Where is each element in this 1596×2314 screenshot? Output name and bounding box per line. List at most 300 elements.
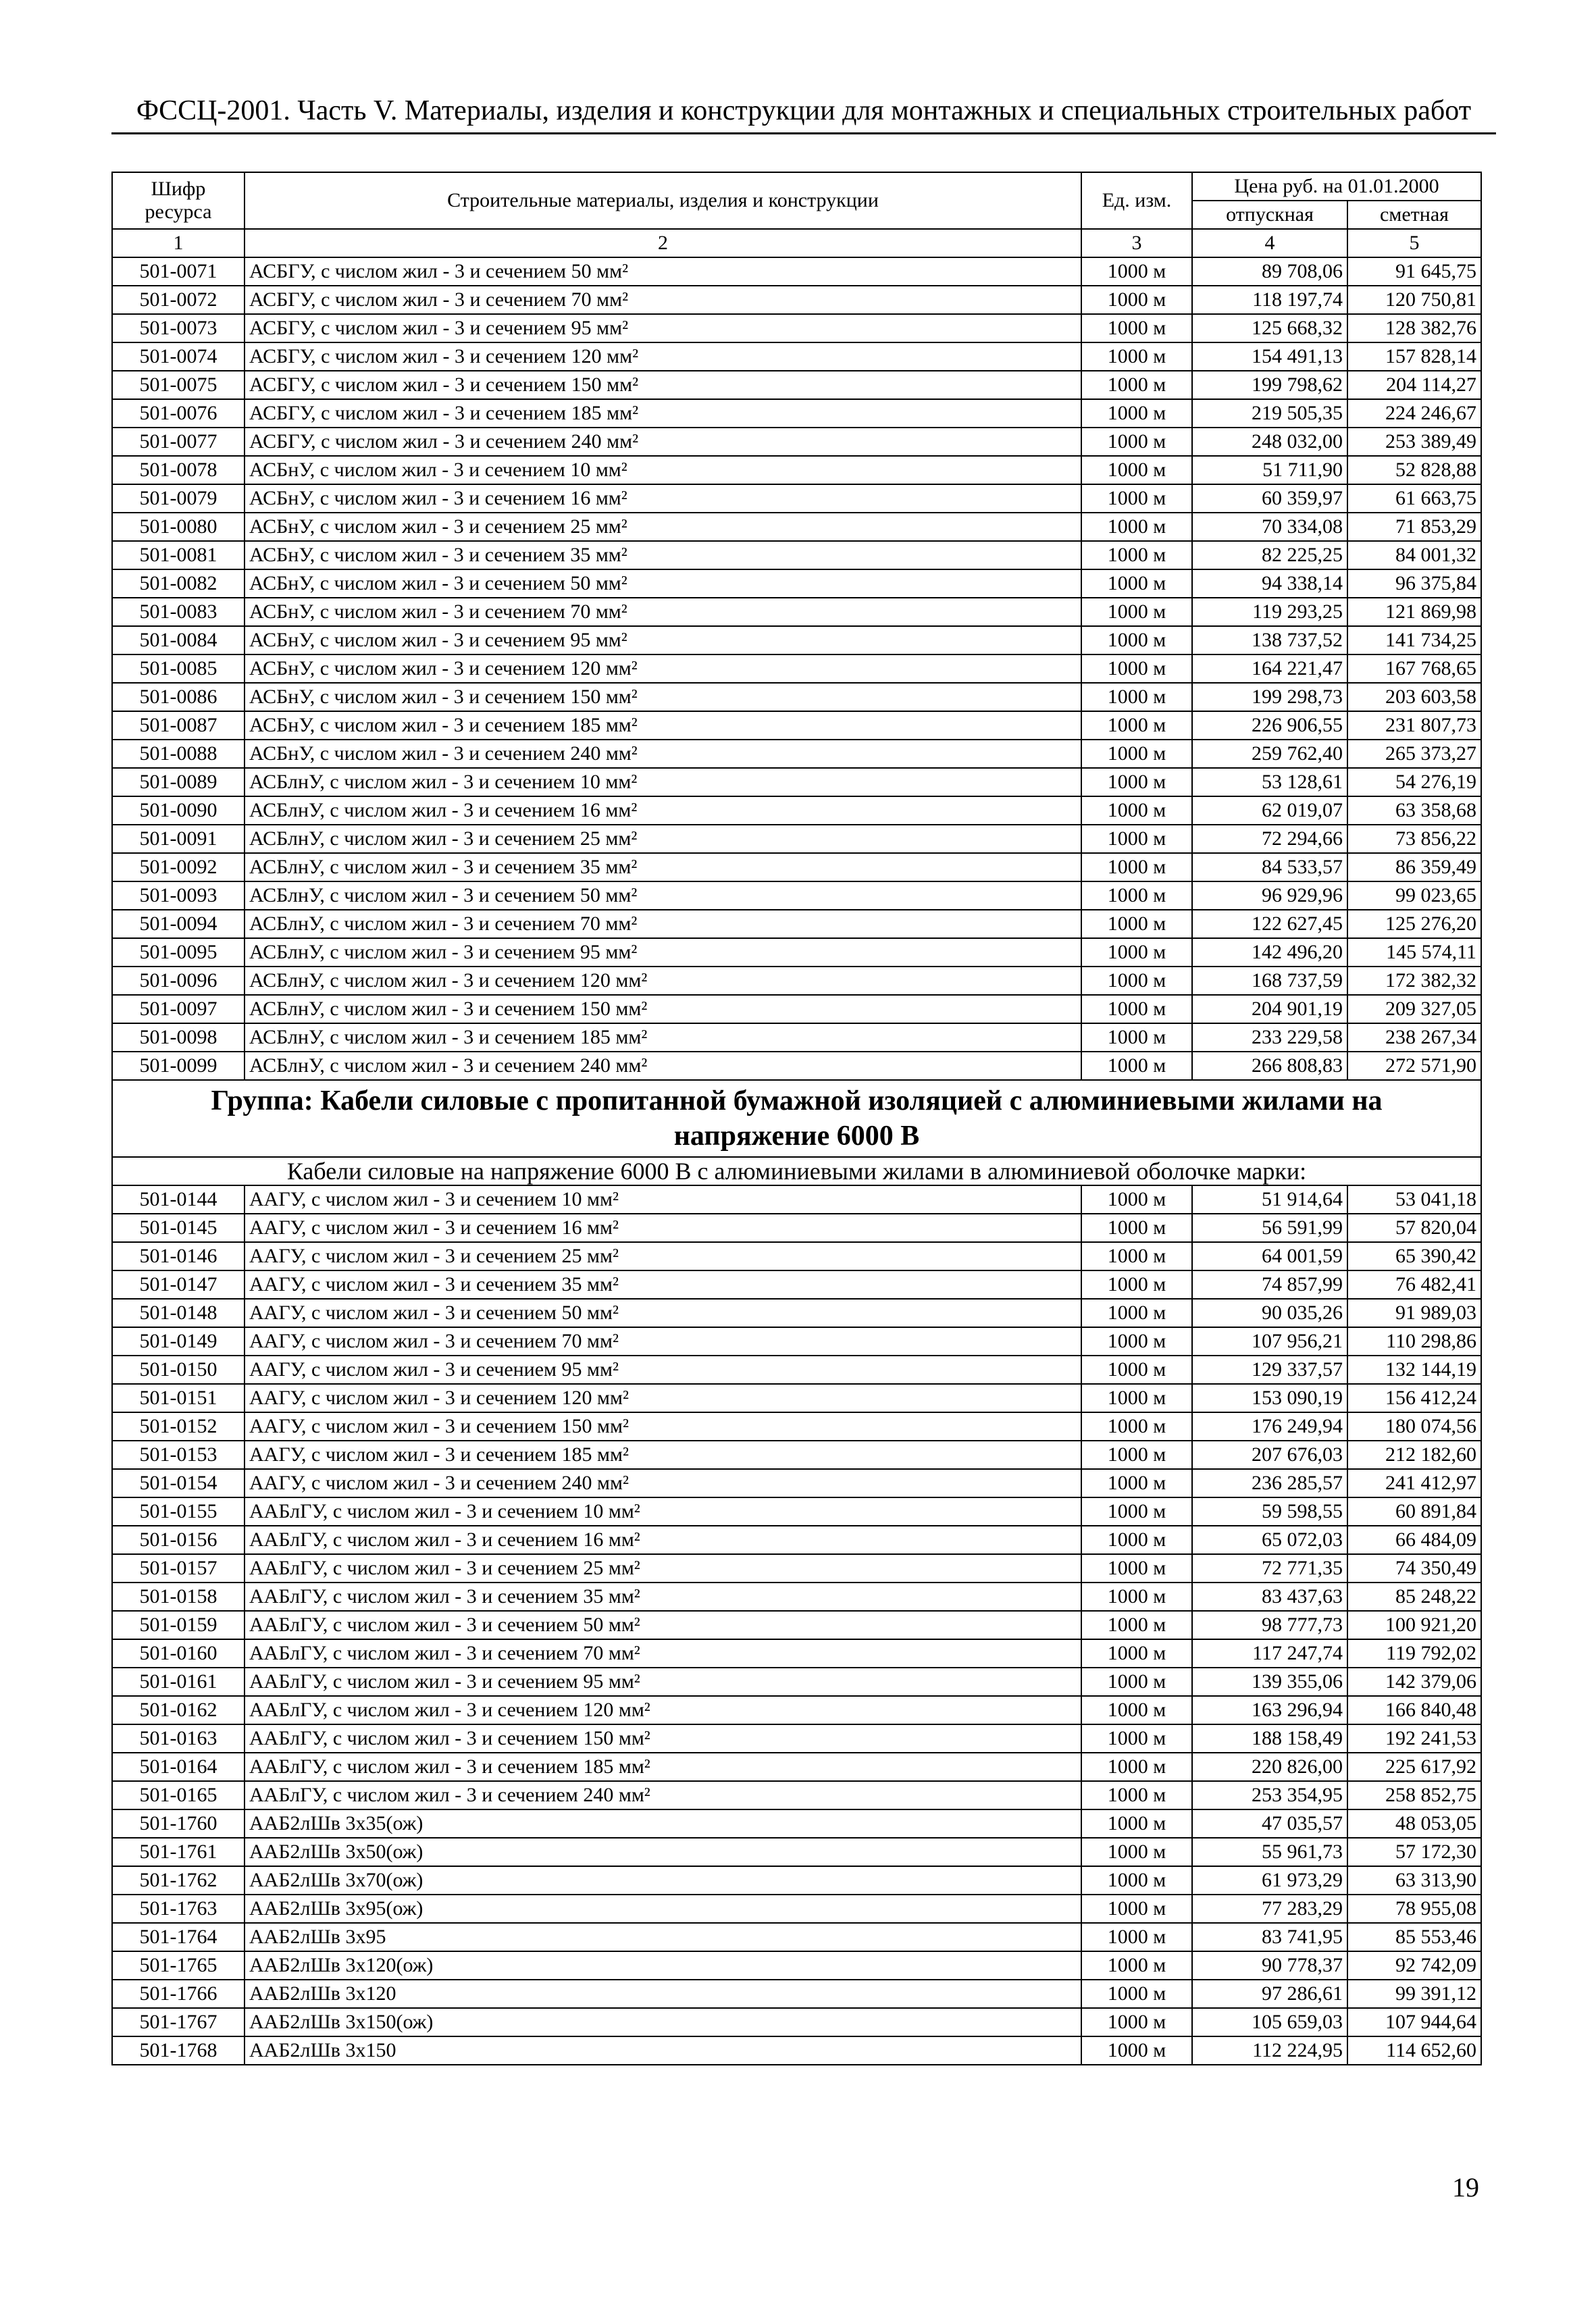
cell-unit: 1000 м bbox=[1081, 1668, 1192, 1696]
cell-unit: 1000 м bbox=[1081, 683, 1192, 711]
cell-release-price: 72 771,35 bbox=[1192, 1554, 1347, 1583]
cell-name: АСБлнУ, с числом жил - 3 и сечением 185 мм² bbox=[244, 1023, 1081, 1052]
cell-release-price: 77 283,29 bbox=[1192, 1895, 1347, 1923]
table-row bbox=[112, 1895, 1481, 1923]
cell-code: 501-0083 bbox=[112, 598, 244, 626]
table-row bbox=[112, 881, 1481, 910]
cell-unit: 1000 м bbox=[1081, 371, 1192, 399]
table-row bbox=[112, 1696, 1481, 1724]
cell-release-price: 266 808,83 bbox=[1192, 1052, 1347, 1080]
cell-unit: 1000 м bbox=[1081, 1611, 1192, 1639]
cell-release-price: 199 298,73 bbox=[1192, 683, 1347, 711]
cell-unit: 1000 м bbox=[1081, 1866, 1192, 1895]
cell-name: АСБГУ, с числом жил - 3 и сечением 95 мм² bbox=[244, 314, 1081, 342]
group-row bbox=[112, 1080, 1481, 1157]
cell-release-price: 61 973,29 bbox=[1192, 1866, 1347, 1895]
cell-name: ААГУ, с числом жил - 3 и сечением 10 мм² bbox=[244, 1185, 1081, 1214]
cell-unit: 1000 м bbox=[1081, 1526, 1192, 1554]
cell-release-price: 125 668,32 bbox=[1192, 314, 1347, 342]
cell-name: ААБ2лШв 3х150(ож) bbox=[244, 2008, 1081, 2036]
cell-name: АСБнУ, с числом жил - 3 и сечением 120 мм² bbox=[244, 654, 1081, 683]
table-row bbox=[112, 1583, 1481, 1611]
cell-estimate-price: 99 391,12 bbox=[1347, 1980, 1481, 2008]
cell-code: 501-0089 bbox=[112, 768, 244, 796]
cell-unit: 1000 м bbox=[1081, 1980, 1192, 2008]
cell-unit: 1000 м bbox=[1081, 2008, 1192, 2036]
table-row bbox=[112, 796, 1481, 825]
cell-estimate-price: 141 734,25 bbox=[1347, 626, 1481, 654]
cell-unit: 1000 м bbox=[1081, 881, 1192, 910]
cell-estimate-price: 99 023,65 bbox=[1347, 881, 1481, 910]
cell-code: 501-0078 bbox=[112, 456, 244, 484]
cell-code: 501-0082 bbox=[112, 569, 244, 598]
cell-name: ААБлГУ, с числом жил - 3 и сечением 50 мм² bbox=[244, 1611, 1081, 1639]
cell-estimate-price: 156 412,24 bbox=[1347, 1384, 1481, 1412]
cell-name: ААБлГУ, с числом жил - 3 и сечением 10 мм² bbox=[244, 1497, 1081, 1526]
cell-name: АСБнУ, с числом жил - 3 и сечением 16 мм² bbox=[244, 484, 1081, 513]
cell-code: 501-1764 bbox=[112, 1923, 244, 1951]
cell-release-price: 233 229,58 bbox=[1192, 1023, 1347, 1052]
cell-name: ААБ2лШв 3х50(ож) bbox=[244, 1838, 1081, 1866]
table-row bbox=[112, 1412, 1481, 1441]
table-row bbox=[112, 1270, 1481, 1299]
table-row bbox=[112, 967, 1481, 995]
cell-release-price: 70 334,08 bbox=[1192, 513, 1347, 541]
cell-estimate-price: 60 891,84 bbox=[1347, 1497, 1481, 1526]
cell-estimate-price: 121 869,98 bbox=[1347, 598, 1481, 626]
cell-code: 501-0096 bbox=[112, 967, 244, 995]
cell-name: ААГУ, с числом жил - 3 и сечением 16 мм² bbox=[244, 1214, 1081, 1242]
cell-code: 501-0154 bbox=[112, 1469, 244, 1497]
table-row bbox=[112, 1052, 1481, 1080]
table-row bbox=[112, 428, 1481, 456]
cell-name: ААГУ, с числом жил - 3 и сечением 240 мм² bbox=[244, 1469, 1081, 1497]
table-row bbox=[112, 456, 1481, 484]
cell-estimate-price: 86 359,49 bbox=[1347, 853, 1481, 881]
cell-name: АСБГУ, с числом жил - 3 и сечением 120 мм² bbox=[244, 342, 1081, 371]
cell-code: 501-0150 bbox=[112, 1356, 244, 1384]
cell-code: 501-0073 bbox=[112, 314, 244, 342]
table-row bbox=[112, 683, 1481, 711]
cell-unit: 1000 м bbox=[1081, 428, 1192, 456]
cell-code: 501-1762 bbox=[112, 1866, 244, 1895]
cell-estimate-price: 84 001,32 bbox=[1347, 541, 1481, 569]
table-row bbox=[112, 654, 1481, 683]
cell-unit: 1000 м bbox=[1081, 513, 1192, 541]
cell-name: АСБлнУ, с числом жил - 3 и сечением 35 мм² bbox=[244, 853, 1081, 881]
cell-estimate-price: 61 663,75 bbox=[1347, 484, 1481, 513]
cell-code: 501-0149 bbox=[112, 1327, 244, 1356]
cell-unit: 1000 м bbox=[1081, 1441, 1192, 1469]
cell-estimate-price: 204 114,27 bbox=[1347, 371, 1481, 399]
cell-code: 501-0147 bbox=[112, 1270, 244, 1299]
cell-release-price: 97 286,61 bbox=[1192, 1980, 1347, 2008]
cell-code: 501-0097 bbox=[112, 995, 244, 1023]
cell-name: АСБГУ, с числом жил - 3 и сечением 150 мм² bbox=[244, 371, 1081, 399]
cell-estimate-price: 231 807,73 bbox=[1347, 711, 1481, 740]
cell-unit: 1000 м bbox=[1081, 456, 1192, 484]
table-row bbox=[112, 938, 1481, 967]
cell-unit: 1000 м bbox=[1081, 1554, 1192, 1583]
cell-name: ААГУ, с числом жил - 3 и сечением 25 мм² bbox=[244, 1242, 1081, 1270]
cell-code: 501-0155 bbox=[112, 1497, 244, 1526]
column-number: 3 bbox=[1081, 229, 1192, 257]
table-row bbox=[112, 768, 1481, 796]
table-row bbox=[112, 484, 1481, 513]
cell-name: ААГУ, с числом жил - 3 и сечением 95 мм² bbox=[244, 1356, 1081, 1384]
table-row bbox=[112, 1384, 1481, 1412]
cell-code: 501-0158 bbox=[112, 1583, 244, 1611]
cell-name: ААБлГУ, с числом жил - 3 и сечением 95 мм² bbox=[244, 1668, 1081, 1696]
cell-unit: 1000 м bbox=[1081, 286, 1192, 314]
table-row bbox=[112, 342, 1481, 371]
cell-name: АСБГУ, с числом жил - 3 и сечением 185 мм² bbox=[244, 399, 1081, 428]
cell-estimate-price: 91 989,03 bbox=[1347, 1299, 1481, 1327]
cell-unit: 1000 м bbox=[1081, 569, 1192, 598]
cell-estimate-price: 71 853,29 bbox=[1347, 513, 1481, 541]
cell-code: 501-0080 bbox=[112, 513, 244, 541]
header-release-price: отпускная bbox=[1192, 201, 1347, 229]
table-row bbox=[112, 314, 1481, 342]
cell-unit: 1000 м bbox=[1081, 995, 1192, 1023]
cell-unit: 1000 м bbox=[1081, 1583, 1192, 1611]
cell-unit: 1000 м bbox=[1081, 1724, 1192, 1753]
cell-unit: 1000 м bbox=[1081, 1639, 1192, 1668]
cell-code: 501-0072 bbox=[112, 286, 244, 314]
cell-code: 501-0087 bbox=[112, 711, 244, 740]
cell-estimate-price: 73 856,22 bbox=[1347, 825, 1481, 853]
table-row bbox=[112, 1951, 1481, 1980]
cell-release-price: 119 293,25 bbox=[1192, 598, 1347, 626]
cell-name: АСБлнУ, с числом жил - 3 и сечением 16 мм² bbox=[244, 796, 1081, 825]
cell-name: АСБнУ, с числом жил - 3 и сечением 50 мм² bbox=[244, 569, 1081, 598]
cell-estimate-price: 145 574,11 bbox=[1347, 938, 1481, 967]
cell-estimate-price: 63 358,68 bbox=[1347, 796, 1481, 825]
cell-unit: 1000 м bbox=[1081, 796, 1192, 825]
header-name: Строительные материалы, изделия и конструкции bbox=[244, 172, 1081, 229]
cell-unit: 1000 м bbox=[1081, 1497, 1192, 1526]
cell-code: 501-0165 bbox=[112, 1781, 244, 1809]
cell-estimate-price: 120 750,81 bbox=[1347, 286, 1481, 314]
table-row bbox=[112, 1923, 1481, 1951]
cell-code: 501-0146 bbox=[112, 1242, 244, 1270]
table-header-row bbox=[112, 172, 1481, 201]
cell-estimate-price: 212 182,60 bbox=[1347, 1441, 1481, 1469]
cell-code: 501-0161 bbox=[112, 1668, 244, 1696]
column-number: 5 bbox=[1347, 229, 1481, 257]
table-row bbox=[112, 1327, 1481, 1356]
cell-release-price: 74 857,99 bbox=[1192, 1270, 1347, 1299]
cell-estimate-price: 224 246,67 bbox=[1347, 399, 1481, 428]
cell-estimate-price: 128 382,76 bbox=[1347, 314, 1481, 342]
group-section bbox=[112, 1080, 1481, 1185]
cell-unit: 1000 м bbox=[1081, 1242, 1192, 1270]
cell-release-price: 59 598,55 bbox=[1192, 1497, 1347, 1526]
page-number: 19 bbox=[1452, 2172, 1479, 2203]
cell-code: 501-0091 bbox=[112, 825, 244, 853]
table-row bbox=[112, 1356, 1481, 1384]
table-row bbox=[112, 598, 1481, 626]
cell-estimate-price: 92 742,09 bbox=[1347, 1951, 1481, 1980]
cell-name: ААГУ, с числом жил - 3 и сечением 120 мм² bbox=[244, 1384, 1081, 1412]
cell-estimate-price: 192 241,53 bbox=[1347, 1724, 1481, 1753]
table-row bbox=[112, 286, 1481, 314]
cell-release-price: 153 090,19 bbox=[1192, 1384, 1347, 1412]
cell-name: АСБлнУ, с числом жил - 3 и сечением 25 мм² bbox=[244, 825, 1081, 853]
cell-code: 501-0160 bbox=[112, 1639, 244, 1668]
cell-release-price: 117 247,74 bbox=[1192, 1639, 1347, 1668]
table-body-section-b bbox=[112, 1185, 1481, 2065]
header-unit: Ед. изм. bbox=[1081, 172, 1192, 229]
cell-release-price: 129 337,57 bbox=[1192, 1356, 1347, 1384]
cell-estimate-price: 172 382,32 bbox=[1347, 967, 1481, 995]
header-code: Шифр ресурса bbox=[112, 172, 244, 229]
cell-name: АСБГУ, с числом жил - 3 и сечением 240 мм² bbox=[244, 428, 1081, 456]
cell-release-price: 94 338,14 bbox=[1192, 569, 1347, 598]
cell-estimate-price: 238 267,34 bbox=[1347, 1023, 1481, 1052]
cell-release-price: 82 225,25 bbox=[1192, 541, 1347, 569]
cell-estimate-price: 209 327,05 bbox=[1347, 995, 1481, 1023]
cell-estimate-price: 52 828,88 bbox=[1347, 456, 1481, 484]
cell-name: ААБ2лШв 3х120(ож) bbox=[244, 1951, 1081, 1980]
cell-estimate-price: 107 944,64 bbox=[1347, 2008, 1481, 2036]
header-rule bbox=[111, 132, 1496, 134]
cell-release-price: 207 676,03 bbox=[1192, 1441, 1347, 1469]
cell-release-price: 60 359,97 bbox=[1192, 484, 1347, 513]
cell-code: 501-0156 bbox=[112, 1526, 244, 1554]
cell-name: ААБ2лШв 3х95 bbox=[244, 1923, 1081, 1951]
cell-code: 501-0159 bbox=[112, 1611, 244, 1639]
cell-unit: 1000 м bbox=[1081, 598, 1192, 626]
cell-unit: 1000 м bbox=[1081, 2036, 1192, 2065]
cell-code: 501-0163 bbox=[112, 1724, 244, 1753]
column-number: 1 bbox=[112, 229, 244, 257]
cell-release-price: 98 777,73 bbox=[1192, 1611, 1347, 1639]
cell-code: 501-0079 bbox=[112, 484, 244, 513]
cell-estimate-price: 258 852,75 bbox=[1347, 1781, 1481, 1809]
cell-name: ААБлГУ, с числом жил - 3 и сечением 70 мм² bbox=[244, 1639, 1081, 1668]
table-row bbox=[112, 1441, 1481, 1469]
cell-unit: 1000 м bbox=[1081, 853, 1192, 881]
cell-unit: 1000 м bbox=[1081, 711, 1192, 740]
cell-release-price: 90 035,26 bbox=[1192, 1299, 1347, 1327]
cell-unit: 1000 м bbox=[1081, 1469, 1192, 1497]
cell-unit: 1000 м bbox=[1081, 1023, 1192, 1052]
cell-estimate-price: 85 553,46 bbox=[1347, 1923, 1481, 1951]
cell-release-price: 51 711,90 bbox=[1192, 456, 1347, 484]
table-row bbox=[112, 569, 1481, 598]
cell-code: 501-0157 bbox=[112, 1554, 244, 1583]
table-row bbox=[112, 910, 1481, 938]
cell-unit: 1000 м bbox=[1081, 1838, 1192, 1866]
cell-release-price: 62 019,07 bbox=[1192, 796, 1347, 825]
cell-release-price: 112 224,95 bbox=[1192, 2036, 1347, 2065]
cell-release-price: 72 294,66 bbox=[1192, 825, 1347, 853]
cell-name: АСБГУ, с числом жил - 3 и сечением 70 мм² bbox=[244, 286, 1081, 314]
cell-unit: 1000 м bbox=[1081, 1384, 1192, 1412]
cell-code: 501-0162 bbox=[112, 1696, 244, 1724]
cell-release-price: 65 072,03 bbox=[1192, 1526, 1347, 1554]
cell-unit: 1000 м bbox=[1081, 1214, 1192, 1242]
cell-estimate-price: 76 482,41 bbox=[1347, 1270, 1481, 1299]
cell-code: 501-0081 bbox=[112, 541, 244, 569]
table-row bbox=[112, 1526, 1481, 1554]
table-row bbox=[112, 371, 1481, 399]
cell-name: ААГУ, с числом жил - 3 и сечением 70 мм² bbox=[244, 1327, 1081, 1356]
cell-unit: 1000 м bbox=[1081, 1696, 1192, 1724]
cell-unit: 1000 м bbox=[1081, 626, 1192, 654]
cell-estimate-price: 253 389,49 bbox=[1347, 428, 1481, 456]
cell-name: АСБнУ, с числом жил - 3 и сечением 95 мм² bbox=[244, 626, 1081, 654]
table-row bbox=[112, 1866, 1481, 1895]
cell-release-price: 226 906,55 bbox=[1192, 711, 1347, 740]
cell-code: 501-0151 bbox=[112, 1384, 244, 1412]
cell-estimate-price: 57 172,30 bbox=[1347, 1838, 1481, 1866]
table-row bbox=[112, 1497, 1481, 1526]
cell-release-price: 84 533,57 bbox=[1192, 853, 1347, 881]
cell-release-price: 236 285,57 bbox=[1192, 1469, 1347, 1497]
cell-name: АСБнУ, с числом жил - 3 и сечением 70 мм² bbox=[244, 598, 1081, 626]
cell-unit: 1000 м bbox=[1081, 399, 1192, 428]
cell-release-price: 118 197,74 bbox=[1192, 286, 1347, 314]
header-estimate-price: сметная bbox=[1347, 201, 1481, 229]
cell-code: 501-0093 bbox=[112, 881, 244, 910]
cell-name: ААБлГУ, с числом жил - 3 и сечением 120 мм² bbox=[244, 1696, 1081, 1724]
cell-estimate-price: 265 373,27 bbox=[1347, 740, 1481, 768]
cell-release-price: 96 929,96 bbox=[1192, 881, 1347, 910]
table-row bbox=[112, 1554, 1481, 1583]
cell-release-price: 56 591,99 bbox=[1192, 1214, 1347, 1242]
cell-release-price: 163 296,94 bbox=[1192, 1696, 1347, 1724]
table-row bbox=[112, 1809, 1481, 1838]
cell-name: ААБ2лШв 3х70(ож) bbox=[244, 1866, 1081, 1895]
cell-name: АСБГУ, с числом жил - 3 и сечением 50 мм² bbox=[244, 257, 1081, 286]
cell-code: 501-0095 bbox=[112, 938, 244, 967]
table-row bbox=[112, 1724, 1481, 1753]
cell-name: АСБлнУ, с числом жил - 3 и сечением 70 мм² bbox=[244, 910, 1081, 938]
cell-estimate-price: 85 248,22 bbox=[1347, 1583, 1481, 1611]
cell-unit: 1000 м bbox=[1081, 1809, 1192, 1838]
cell-code: 501-0153 bbox=[112, 1441, 244, 1469]
subgroup-title: Кабели силовые на напряжение 6000 В с алюминиевыми жилами в алюминиевой оболочке марки: bbox=[112, 1157, 1481, 1185]
cell-unit: 1000 м bbox=[1081, 1923, 1192, 1951]
cell-release-price: 176 249,94 bbox=[1192, 1412, 1347, 1441]
table-row bbox=[112, 2036, 1481, 2065]
cell-estimate-price: 132 144,19 bbox=[1347, 1356, 1481, 1384]
table-row bbox=[112, 541, 1481, 569]
table-row bbox=[112, 1838, 1481, 1866]
column-number: 4 bbox=[1192, 229, 1347, 257]
table-body-section-a bbox=[112, 257, 1481, 1080]
cell-estimate-price: 96 375,84 bbox=[1347, 569, 1481, 598]
cell-estimate-price: 142 379,06 bbox=[1347, 1668, 1481, 1696]
cell-name: АСБлнУ, с числом жил - 3 и сечением 95 мм² bbox=[244, 938, 1081, 967]
cell-release-price: 83 437,63 bbox=[1192, 1583, 1347, 1611]
price-table bbox=[111, 172, 1482, 2065]
cell-name: АСБлнУ, с числом жил - 3 и сечением 150 мм² bbox=[244, 995, 1081, 1023]
cell-name: ААБлГУ, с числом жил - 3 и сечением 150 мм² bbox=[244, 1724, 1081, 1753]
table-row bbox=[112, 1299, 1481, 1327]
cell-code: 501-0144 bbox=[112, 1185, 244, 1214]
cell-release-price: 55 961,73 bbox=[1192, 1838, 1347, 1866]
cell-estimate-price: 91 645,75 bbox=[1347, 257, 1481, 286]
table-row bbox=[112, 2008, 1481, 2036]
table-row bbox=[112, 1185, 1481, 1214]
table-row bbox=[112, 399, 1481, 428]
cell-unit: 1000 м bbox=[1081, 1185, 1192, 1214]
cell-unit: 1000 м bbox=[1081, 938, 1192, 967]
table-row bbox=[112, 825, 1481, 853]
cell-code: 501-1766 bbox=[112, 1980, 244, 2008]
cell-code: 501-1765 bbox=[112, 1951, 244, 1980]
cell-code: 501-0098 bbox=[112, 1023, 244, 1052]
cell-name: ААБлГУ, с числом жил - 3 и сечением 185 мм² bbox=[244, 1753, 1081, 1781]
cell-unit: 1000 м bbox=[1081, 740, 1192, 768]
cell-estimate-price: 114 652,60 bbox=[1347, 2036, 1481, 2065]
cell-estimate-price: 272 571,90 bbox=[1347, 1052, 1481, 1080]
cell-estimate-price: 225 617,92 bbox=[1347, 1753, 1481, 1781]
cell-unit: 1000 м bbox=[1081, 1412, 1192, 1441]
cell-release-price: 90 778,37 bbox=[1192, 1951, 1347, 1980]
cell-unit: 1000 м bbox=[1081, 967, 1192, 995]
cell-name: ААБ2лШв 3х35(ож) bbox=[244, 1809, 1081, 1838]
cell-code: 501-0092 bbox=[112, 853, 244, 881]
cell-estimate-price: 241 412,97 bbox=[1347, 1469, 1481, 1497]
cell-name: АСБнУ, с числом жил - 3 и сечением 185 мм² bbox=[244, 711, 1081, 740]
cell-code: 501-0086 bbox=[112, 683, 244, 711]
cell-release-price: 220 826,00 bbox=[1192, 1753, 1347, 1781]
cell-release-price: 105 659,03 bbox=[1192, 2008, 1347, 2036]
cell-name: ААБ2лШв 3х120 bbox=[244, 1980, 1081, 2008]
cell-code: 501-0152 bbox=[112, 1412, 244, 1441]
table-row bbox=[112, 1469, 1481, 1497]
cell-release-price: 107 956,21 bbox=[1192, 1327, 1347, 1356]
cell-unit: 1000 м bbox=[1081, 257, 1192, 286]
cell-estimate-price: 125 276,20 bbox=[1347, 910, 1481, 938]
cell-unit: 1000 м bbox=[1081, 342, 1192, 371]
cell-code: 501-0090 bbox=[112, 796, 244, 825]
cell-name: АСБлнУ, с числом жил - 3 и сечением 10 мм² bbox=[244, 768, 1081, 796]
cell-name: АСБнУ, с числом жил - 3 и сечением 10 мм² bbox=[244, 456, 1081, 484]
cell-name: ААБ2лШв 3х150 bbox=[244, 2036, 1081, 2065]
cell-estimate-price: 78 955,08 bbox=[1347, 1895, 1481, 1923]
cell-release-price: 122 627,45 bbox=[1192, 910, 1347, 938]
cell-release-price: 51 914,64 bbox=[1192, 1185, 1347, 1214]
cell-name: ААБлГУ, с числом жил - 3 и сечением 35 мм² bbox=[244, 1583, 1081, 1611]
cell-code: 501-0148 bbox=[112, 1299, 244, 1327]
cell-code: 501-0071 bbox=[112, 257, 244, 286]
table-row bbox=[112, 1980, 1481, 2008]
cell-estimate-price: 167 768,65 bbox=[1347, 654, 1481, 683]
header-price: Цена руб. на 01.01.2000 bbox=[1192, 172, 1481, 201]
cell-code: 501-0145 bbox=[112, 1214, 244, 1242]
table-row bbox=[112, 995, 1481, 1023]
table-row bbox=[112, 1611, 1481, 1639]
cell-code: 501-0164 bbox=[112, 1753, 244, 1781]
cell-release-price: 164 221,47 bbox=[1192, 654, 1347, 683]
table-row bbox=[112, 1668, 1481, 1696]
table-row bbox=[112, 513, 1481, 541]
cell-estimate-price: 48 053,05 bbox=[1347, 1809, 1481, 1838]
cell-code: 501-0085 bbox=[112, 654, 244, 683]
cell-code: 501-0088 bbox=[112, 740, 244, 768]
cell-code: 501-0099 bbox=[112, 1052, 244, 1080]
cell-code: 501-0076 bbox=[112, 399, 244, 428]
cell-release-price: 154 491,13 bbox=[1192, 342, 1347, 371]
cell-unit: 1000 м bbox=[1081, 541, 1192, 569]
cell-unit: 1000 м bbox=[1081, 910, 1192, 938]
table-row bbox=[112, 1753, 1481, 1781]
